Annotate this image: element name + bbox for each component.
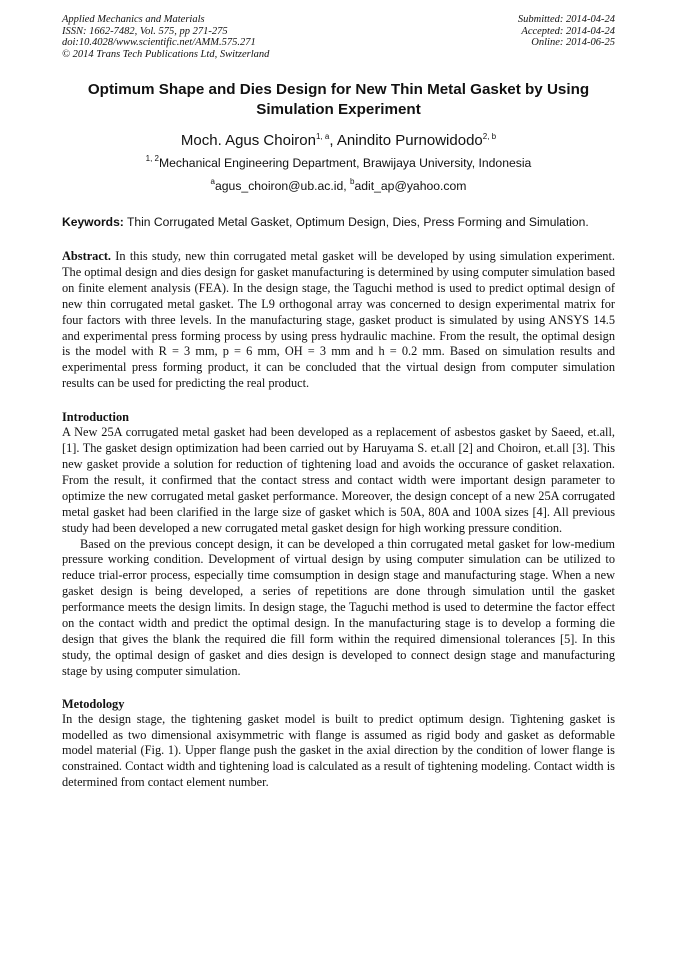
- paragraph: Based on the previous concept design, it can be developed a thin corrugated metal gasket for low-medium pressure working condition. Development of virtual design by using computer simulation can be utilized to reduce trial-error process, especially time comsumption in design stage and manufacturing stage. When a new gasket design is being developed, a series of repetitions are done through simulation until the gasket performance meets the design limits. In design stage, the Taguchi method is used to determine the factor effect on the contact width and predict the optimal design. In the manufacturing stage is to develop a forming die design that gives the blank the required die fill form within the required dimensional tolerances [5]. In this study, the optimal design of gasket and dies design is developed to connect design stage and manufacturing stage by using computer simulation.: [62, 536, 615, 678]
- accepted-date: Accepted: 2014-04-24: [521, 25, 615, 37]
- journal-info: [62, 14, 269, 60]
- author-separator: ,: [329, 132, 337, 149]
- email-line: [62, 178, 615, 195]
- author-superscript: 2, b: [482, 132, 497, 141]
- submitted-date: Submitted: 2014-04-24: [517, 14, 615, 25]
- online-date: Online: 2014-06-25: [531, 37, 615, 49]
- copyright-line: © 2014 Trans Tech Publications Ltd, Switzerland: [62, 48, 270, 60]
- paragraph: In the design stage, the tightening gasket model is built to predict optimum design. Tightening gasket is modelled as two dimensional axisymmetric with flange is assumed as rigid body and gasket as deformable model material (Fig. 1). Upper flange push the gasket in the axial direction by the condition of lower flange is constrained. Contact width and tightening load is calculated as a result of tightening modeling. Contact width is determined from contact element number.: [62, 711, 615, 790]
- doi-line: doi:10.4028/www.scientific.net/AMM.575.271: [62, 37, 256, 49]
- author-name: Anindito Purnowidodo: [336, 132, 483, 149]
- affiliation-text: Mechanical Engineering Department, Brawijaya University, Indonesia: [158, 156, 532, 170]
- keywords-text: Thin Corrugated Metal Gasket, Optimum Design, Dies, Press Forming and Simulation.: [126, 215, 589, 229]
- section-heading-introduction: Introduction: [62, 410, 129, 425]
- metodology-section: [62, 712, 615, 792]
- journal-name: Applied Mechanics and Materials: [62, 14, 205, 25]
- author-name: Moch. Agus Choiron: [180, 132, 316, 149]
- paper-title: Optimum Shape and Dies Design for New Thin Metal Gasket by Using Simulation Experiment: [87, 81, 590, 118]
- abstract-label: Abstract.: [62, 249, 112, 263]
- email-superscript: a: [210, 177, 215, 186]
- email-superscript: b: [350, 177, 355, 186]
- email-address[interactable]: adit_ap@yahoo.com: [354, 179, 467, 193]
- email-address[interactable]: agus_choiron@ub.ac.id: [214, 179, 344, 193]
- paper-page: [62, 14, 615, 791]
- keywords: [62, 214, 615, 231]
- abstract: [62, 249, 615, 392]
- keywords-label: Keywords:: [62, 215, 124, 229]
- section-heading-metodology: Metodology: [62, 696, 125, 711]
- author-line: [62, 131, 615, 150]
- introduction-section: [62, 425, 615, 680]
- affiliation-superscript: 1, 2: [145, 154, 159, 163]
- submission-dates: [518, 14, 615, 49]
- affiliation: [62, 155, 615, 172]
- issn-line: ISSN: 1662-7482, Vol. 575, pp 271-275: [62, 25, 228, 37]
- abstract-text: In this study, new thin corrugated metal gasket will be developed by using simulation experiment. The optimal design and dies design for gasket manufacturing is determined by using computer simulation based on finite element analysis (FEA). In the design stage, the Taguchi method is used to predict optimal design of new thin corrugated metal gasket. The L9 orthogonal array was concerned to design experimental matrix for four factors with three levels. In the manufacturing stage, gasket product is simulated by using ANSYS 14.5 and experimental press forming process by using press hydraulic machine. From the result, the optimal design is the model with R = 3 mm, p = 6 mm, OH = 3 mm and h = 0.2 mm. Based on simulation results and experimental press forming product, it can be concluded that the virtual design from computer simulation results can be used for predicting the real product.: [62, 249, 615, 391]
- paragraph: A New 25A corrugated metal gasket had been developed as a replacement of asbestos gasket by Saeed, et.all, [1]. The gasket design optimization had been carried out by Haruyama S. et.all [2] and Choiron, et.all [3]. This new gasket provide a solution for reduction of tightening load and avoids the occurance of gasket relaxation. From the result, it confirmed that the contact stress and contact width were important design parameter to optimize the new corrugated metal gasket performance. Moreover, the design concept of a new 25A corrugated metal gasket had been clarified in the large size of gasket which is 50A, 80A and 100A sizes [4]. All previous study had been developed a new corrugated metal gasket design for high working pressure condition.: [62, 425, 615, 535]
- email-separator: ,: [343, 179, 351, 193]
- author-superscript: 1, a: [315, 132, 330, 141]
- journal-header: [62, 14, 615, 66]
